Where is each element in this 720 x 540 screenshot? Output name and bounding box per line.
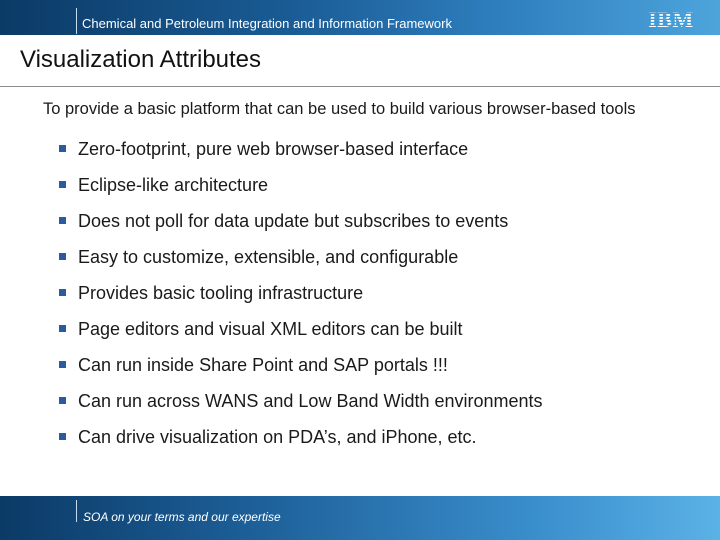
header-divider: [76, 8, 77, 34]
intro-text: To provide a basic platform that can be used to build various browser-based tools: [43, 100, 636, 118]
bullet-square-icon: [59, 433, 66, 440]
list-item: [59, 275, 543, 311]
bullet-text: Zero-footprint, pure web browser-based interface: [78, 138, 469, 159]
list-item: [59, 347, 543, 383]
list-item: [59, 167, 543, 203]
ibm-logo-text: IBM: [648, 8, 694, 30]
bullet-text: Can drive visualization on PDA’s, and iPhone, etc.: [78, 426, 477, 447]
list-item: [59, 203, 543, 239]
page-title: Visualization Attributes: [20, 46, 262, 73]
bullet-square-icon: [59, 217, 66, 224]
bullet-list: [59, 131, 543, 455]
list-item: [59, 383, 543, 419]
bullet-square-icon: [59, 181, 66, 188]
footer-divider: [76, 500, 77, 522]
bullet-text: Eclipse-like architecture: [78, 174, 269, 195]
list-item: [59, 311, 543, 347]
bullet-text: Easy to customize, extensible, and configurable: [78, 246, 459, 267]
list-item: [59, 131, 543, 167]
ibm-logo: [645, 8, 697, 30]
title-divider: [0, 86, 720, 87]
bullet-text: Can run across WANS and Low Band Width environments: [78, 390, 543, 411]
bullet-text: Can run inside Share Point and SAP portals !!!: [78, 354, 448, 375]
bullet-square-icon: [59, 145, 66, 152]
footer-tagline: SOA on your terms and our expertise: [83, 510, 281, 524]
bullet-text: Page editors and visual XML editors can be built: [78, 318, 463, 339]
list-item: [59, 239, 543, 275]
header-title: Chemical and Petroleum Integration and Information Framework: [82, 16, 452, 31]
bullet-square-icon: [59, 325, 66, 332]
list-item: [59, 419, 543, 455]
bullet-text: Provides basic tooling infrastructure: [78, 282, 364, 303]
bullet-text: Does not poll for data update but subscribes to events: [78, 210, 509, 231]
bullet-square-icon: [59, 361, 66, 368]
bullet-square-icon: [59, 397, 66, 404]
bullet-square-icon: [59, 289, 66, 296]
bullet-square-icon: [59, 253, 66, 260]
